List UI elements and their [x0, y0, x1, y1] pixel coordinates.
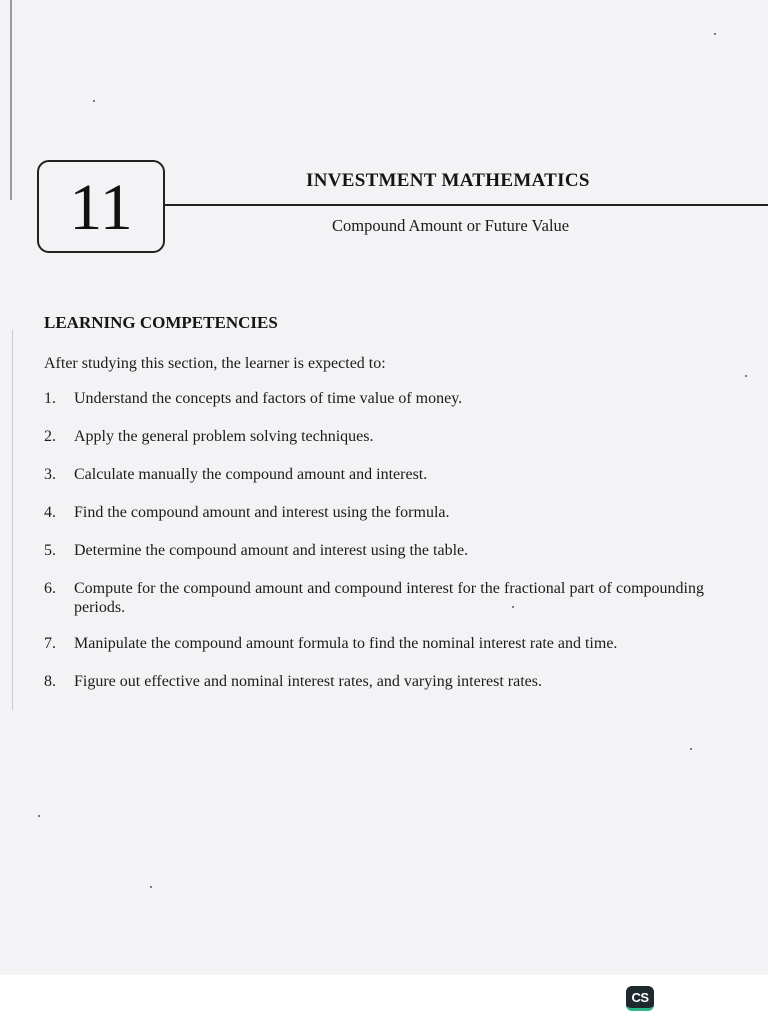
competency-item — [44, 427, 704, 446]
competency-item — [44, 579, 704, 617]
competency-item — [44, 465, 704, 484]
camscanner-logo-label: CS — [631, 989, 649, 1005]
competency-number: 4. — [44, 504, 56, 521]
competency-number: 3. — [44, 466, 56, 483]
competency-number: 7. — [44, 635, 56, 652]
chapter-header-rule — [165, 204, 768, 206]
scan-speck — [38, 815, 40, 817]
competency-text: Calculate manually the compound amount and interest. — [74, 466, 428, 483]
competency-item — [44, 541, 704, 560]
competency-number: 1. — [44, 390, 56, 407]
competency-list — [44, 389, 704, 710]
intro-text: After studying this section, the learner is expected to: — [44, 355, 386, 372]
competency-text: Apply the general problem solving techniques. — [74, 428, 374, 445]
page-binding-edge — [10, 0, 12, 200]
scan-speck — [690, 748, 692, 750]
competency-number: 5. — [44, 542, 56, 559]
chapter-title: INVESTMENT MATHEMATICS — [306, 170, 590, 191]
page-binding-shadow — [12, 330, 13, 710]
competency-item — [44, 503, 704, 522]
competency-text: Compute for the compound amount and compound interest for the fractional part of compounding periods. — [74, 580, 704, 616]
scan-speck — [714, 33, 716, 35]
competency-number: 8. — [44, 673, 56, 690]
camscanner-logo-icon — [626, 986, 654, 1011]
competency-item — [44, 634, 704, 653]
chapter-number: 11 — [69, 170, 133, 244]
scan-speck — [93, 100, 95, 102]
competency-number: 2. — [44, 428, 56, 445]
chapter-subtitle: Compound Amount or Future Value — [332, 216, 570, 235]
competency-item — [44, 389, 704, 408]
competency-item — [44, 672, 704, 691]
scan-speck — [150, 886, 152, 888]
competency-number: 6. — [44, 580, 56, 597]
scan-speck — [745, 375, 747, 377]
competency-text: Determine the compound amount and interest using the table. — [74, 542, 469, 559]
competency-text: Find the compound amount and interest using the formula. — [74, 504, 450, 521]
competency-text: Understand the concepts and factors of time value of money. — [74, 390, 463, 407]
competency-text: Figure out effective and nominal interest rates, and varying interest rates. — [74, 673, 542, 690]
chapter-number-box — [37, 160, 165, 253]
section-heading: LEARNING COMPETENCIES — [44, 313, 278, 332]
competency-text: Manipulate the compound amount formula to find the nominal interest rate and time. — [74, 635, 618, 652]
